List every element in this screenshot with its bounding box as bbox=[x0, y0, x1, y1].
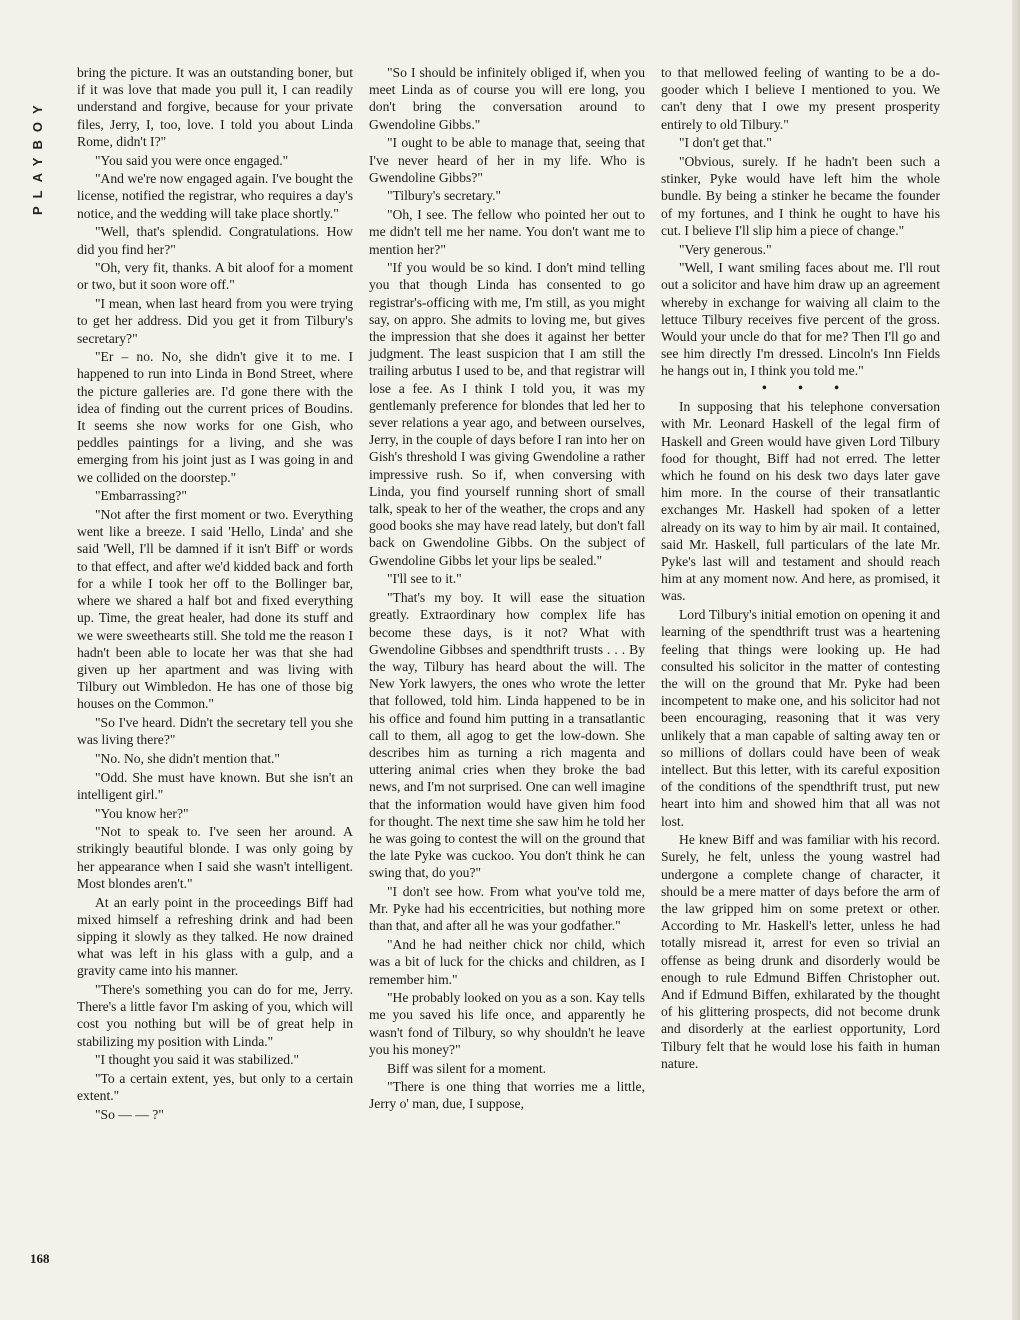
paragraph: "I don't get that." bbox=[679, 135, 772, 151]
paragraph: "If you would be so kind. I don't mind telling you that though Linda has consented to go registrar's-officing with me, I'm still, as you might say, on appro. She admits to loving me, but gives the impression that she does it against her better judgment. The least suspicion that I am still the trailing arbutus I used to be, and that registrar will lose a fee. As I think I told you, it was my gentlemanly preference for blondes that led her to sever relations a year ago, and between ourselves, Jerry, in the couple of days before I ran into her on Gish's threshold I was giving Gwendoline a rather impressive rush. So if, when conversing with Linda, you find yourself running short of small talk, speak to her of the weather, the crops and any good books she may have read lately, but don't fall back on Gwendoline Gibbs. On the subject of Gwendoline Gibbs let your lips be sealed." bbox=[369, 260, 645, 568]
paragraph: "You said you were once engaged." bbox=[95, 152, 289, 168]
paragraph: "Odd. She must have known. But she isn't an intelligent girl." bbox=[77, 769, 353, 802]
paragraph: "So — — ?" bbox=[95, 1106, 164, 1122]
paragraph: "No. No, she didn't mention that." bbox=[95, 750, 280, 766]
magazine-logo: PLAYBOY bbox=[30, 97, 45, 215]
paragraph: "So I've heard. Didn't the secretary tell you she was living there?" bbox=[77, 715, 353, 748]
paragraph: to that mellowed feeling of wanting to be a do-gooder which I believe I mentioned to you. We can't deny that I owe my present prosperity entirely to old Tilbury." bbox=[661, 65, 940, 132]
paragraph: "I don't see how. From what you've told me, Mr. Pyke had his eccentricities, but nothing more than that, and after all he was your godfather." bbox=[369, 884, 645, 934]
paragraph: "So I should be infinitely obliged if, when you meet Linda as of course you will ere long, you don't bring the conversation around to Gwendoline Gibbs." bbox=[369, 65, 645, 132]
paragraph: "Not to speak to. I've seen her around. A strikingly beautiful blonde. I was only going by her appearance when I said she wasn't intelligent. Most blondes aren't." bbox=[77, 824, 353, 891]
paragraph: "Embarrassing?" bbox=[95, 488, 187, 504]
paragraph: "Oh, very fit, thanks. A bit aloof for a moment or two, but it soon wore off." bbox=[77, 260, 353, 293]
page-edge bbox=[1012, 0, 1020, 1320]
section-break: • • • bbox=[761, 380, 854, 396]
paragraph: "There's something you can do for me, Jerry. There's a little favor I'm asking of you, which will cost you nothing but will be of great help in stabilizing my position with Linda." bbox=[77, 982, 353, 1049]
paragraph: "And we're now engaged again. I've bought the license, notified the registrar, who requires a day's notice, and the wedding will take place shortly." bbox=[77, 171, 353, 221]
paragraph: "And he had neither chick nor child, which was a bit of luck for the chicks and children, as I remember him." bbox=[369, 937, 645, 987]
paragraph: "That's my boy. It will ease the situation greatly. Extraordinary how complex life has become these days, is it not? What with Gwendoline Gibbses and spendthrift trusts . . . By the way, Tilbury has heard about the will. The New York lawyers, the ones who wrote the letter that followed, told him. Linda happened to be in his office and found him putting in a transatlantic call to them, all agog to get the low-down. She describes him as turning a rich magenta and uttering animal cries when they broke the bad news, and I'm not surprised. One can well imagine that the information would have given him food for thought. The next time she saw him he told her he was going to contest the will on the ground that the late Pyke was cuckoo. You don't think he can swing that, do you?" bbox=[369, 590, 645, 881]
text-column-2 bbox=[369, 64, 645, 1114]
paragraph: Biff was silent for a moment. bbox=[387, 1060, 547, 1076]
paragraph: "Oh, I see. The fellow who pointed her out to me didn't tell me her name. You don't want me to mention her?" bbox=[369, 207, 645, 257]
paragraph: "Tilbury's secretary." bbox=[387, 188, 502, 204]
paragraph: "Very generous." bbox=[679, 241, 772, 257]
paragraph: "I'll see to it." bbox=[387, 571, 462, 587]
paragraph: Lord Tilbury's initial emotion on opening it and learning of the spendthrift trust was a heartening feeling that things were looking up. He had consulted his solicitor in the matter of contesting the will on the ground that Mr. Pyke had been incompetent to make one, and his solicitor had not been encouraging, reasoning that it was very unlikely that a man capable of salting away ten or so millions of dollars could have been of weak intellect. But this letter, with its careful exposition of the conditions of the spendthrift trust, put new heart into him and showed him that all was not lost. bbox=[661, 607, 940, 829]
paragraph: "Well, I want smiling faces about me. I'll rout out a solicitor and have him draw up an agreement whereby in exchange for waiving all claim to the lettuce Tilbury receives five percent of the gross. Would your uncle do that for me? Then I'll go and see him directly I'm dressed. Lincoln's Inn Fields he hangs out in, I think you told me." bbox=[661, 260, 940, 379]
paragraph: "You know her?" bbox=[95, 805, 189, 821]
page-number: 168 bbox=[30, 1251, 50, 1266]
paragraph: "I mean, when last heard from you were trying to get her address. Did you get it from Tilbury's secretary?" bbox=[77, 296, 353, 346]
paragraph: "He probably looked on you as a son. Kay tells me you saved his life once, and apparently he wasn't fond of Tilbury, so why shouldn't he leave you his money?" bbox=[369, 990, 645, 1057]
paragraph: "Well, that's splendid. Congratulations. How did you find her?" bbox=[77, 224, 353, 257]
text-column-3 bbox=[661, 64, 940, 1074]
paragraph: "Er – no. No, she didn't give it to me. I happened to run into Linda in Bond Street, where the picture galleries are. I'd gone there with the idea of finding out the current prices of Boudins. It seems she now works for one Gish, who peddles paintings for a living, and she was emerging from his joint just as I was going in and we collided on the doorstep." bbox=[77, 349, 353, 485]
paragraph: He knew Biff and was familiar with his record. Surely, he felt, unless the young wastrel had undergone a complete change of character, it should be a mere matter of days before the arm of the law gripped him on some pretext or other. According to Mr. Haskell's letter, unless he had totally misread it, arrest for even so trivial an offense as being drunk and disorderly would be enough to rule Edmund Biffen Christopher out. And if Edmund Biffen, exhilarated by the thought of his glittering prospects, did not become drunk and disorderly at the earliest opportunity, Lord Tilbury felt that he would lose his faith in human nature. bbox=[661, 832, 940, 1071]
paragraph: "To a certain extent, yes, but only to a certain extent." bbox=[77, 1071, 353, 1104]
paragraph: "I thought you said it was stabilized." bbox=[95, 1052, 300, 1068]
text-column-1 bbox=[77, 64, 353, 1125]
paragraph: "There is one thing that worries me a little, Jerry o' man, due, I suppose, bbox=[369, 1079, 645, 1112]
paragraph: In supposing that his telephone conversation with Mr. Leonard Haskell of the legal firm of Haskell and Green would have given Lord Tilbury food for thought, Biff had not erred. The letter which he found on his desk two days later gave him more. In the course of their transatlantic exchanges Mr. Haskell had spoken of a letter already on its way to him by air mail. It contained, said Mr. Haskell, full particulars of the late Mr. Pyke's last will and testament and should reach him at any moment now. And here, as promised, it was. bbox=[661, 399, 940, 604]
paragraph: "I ought to be able to manage that, seeing that I've never heard of her in my life. Who is Gwendoline Gibbs?" bbox=[369, 135, 645, 185]
paragraph: "Obvious, surely. If he hadn't been such a stinker, Pyke would have left him the whole bundle. By being a stinker he became the founder of my fortunes, and I think he ought to have his cut. I believe I'll slip him a piece of change." bbox=[661, 154, 940, 238]
paragraph: bring the picture. It was an outstanding boner, but if it was love that made you pull it, I can readily understand and forgive, because for your private files, Jerry, I, too, love. I told you about Linda Rome, didn't I?" bbox=[77, 65, 353, 149]
paragraph: "Not after the first moment or two. Everything went like a breeze. I said 'Hello, Linda' and she said 'Well, I'll be damned if it isn't Biff' or words to that effect, and after we'd kidded back and forth for a while I took her off to the Bollinger bar, where we shared a half bot and fixed everything up. Time, the great healer, had done its stuff and we were sweethearts still. She told me the reason I hadn't been able to locate her was that she had given up her apartment and was living with Tilbury out Wimbledon. He has one of those big houses on the Common." bbox=[77, 507, 353, 712]
paragraph: At an early point in the proceedings Biff had mixed himself a refreshing drink and had been sipping it slowly as they talked. He now drained what was left in his glass with a gulp, and a gravity came into his manner. bbox=[77, 894, 353, 979]
